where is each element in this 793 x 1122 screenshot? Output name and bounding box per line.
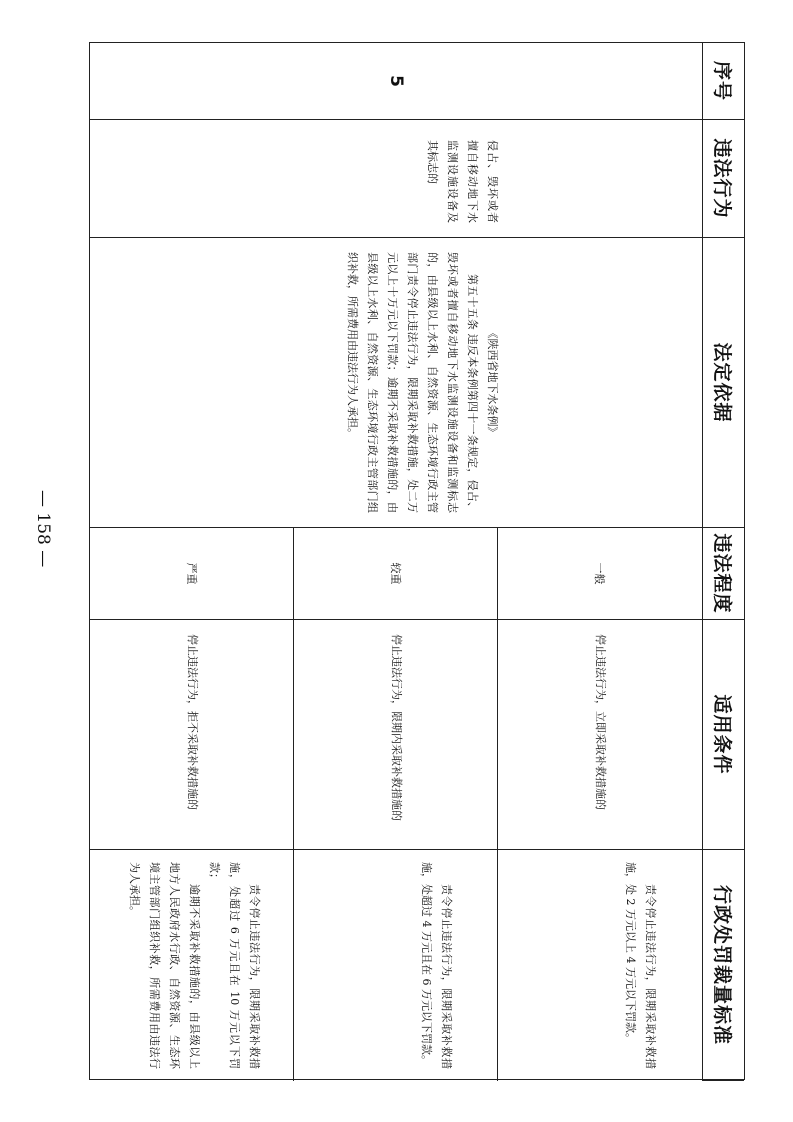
page-number: — 158 — <box>33 490 53 568</box>
header-penalty: 行政处罚裁量标准 <box>702 850 744 1081</box>
penalty-cell-2 <box>293 850 498 1081</box>
header-legal-basis: 法定依据 <box>702 238 744 528</box>
header-seq: 序号 <box>702 43 744 120</box>
degree-severe: 严重 <box>184 562 198 585</box>
condition-serious: 停止违法行为，限期内采取补救措施的 <box>390 634 404 821</box>
degree-cell-2 <box>293 528 498 619</box>
header-violation: 违法行为 <box>702 120 744 238</box>
penalty-general: 责令停止违法行为，限期采取补救措施，处 2 万元以上 4 万元以下罚款。 <box>624 862 657 1069</box>
violation-cell <box>90 120 702 238</box>
condition-cell-2 <box>293 620 498 849</box>
penalty-serious: 责令停止违法行为，限期采取补救措施，处超过 4 万元且在 6 万元以下罚款。 <box>420 862 454 1069</box>
penalty-cell-1 <box>497 850 702 1081</box>
condition-cell-3 <box>90 620 294 849</box>
degree-column <box>90 528 702 620</box>
legal-basis-body: 第五十五条 违反本条例第四十一条规定，侵占、毁坏或者擅自移动地下水监测设施设备和监测标志的，由县级以上水利、自然资源、生态环境行政主管部门责令停止违法行为，限期采取补救措施，处二万元以上十万元以下罚款；逾期不采取补救措施的，由县级以上水利、自然资源、生态环境行政主管部门组织补救，所需费用由违法行为人承担。 <box>346 252 479 513</box>
violation-text: 侵占、毁坏或者擅自移动地下水监测设施设备及其标志的 <box>426 140 499 223</box>
penalty-severe: 责令停止违法行为，限期采取补救措施，处超过 6 万元且在 10 万元以下罚款； 逾期不采取补救措施的，由县级以上地方人民政府水行政、自然资源、生态环境主管部门组织补救，所需费用由违法行为人承担。 <box>127 862 261 1069</box>
legal-basis-cell <box>90 238 702 528</box>
penalty-column <box>90 850 702 1081</box>
header-condition: 适用条件 <box>702 620 744 850</box>
degree-cell-1 <box>497 528 702 619</box>
penalty-cell-3 <box>90 850 294 1081</box>
penalty-standard-table <box>89 42 745 1080</box>
legal-basis-text <box>342 252 502 513</box>
condition-severe: 停止违法行为，拒不采取补救措施的 <box>185 634 199 810</box>
seq-cell: 5 <box>90 43 702 120</box>
legal-basis-title: 《陕西省地下水条例》 <box>486 327 499 438</box>
degree-general: 一般 <box>593 562 607 585</box>
header-degree: 违法程度 <box>702 528 744 620</box>
condition-cell-1 <box>497 620 702 849</box>
degree-cell-3 <box>90 528 294 619</box>
degree-serious: 较重 <box>389 562 403 585</box>
condition-column <box>90 620 702 850</box>
condition-general: 停止违法行为，立即采取补救措施的 <box>594 634 608 810</box>
